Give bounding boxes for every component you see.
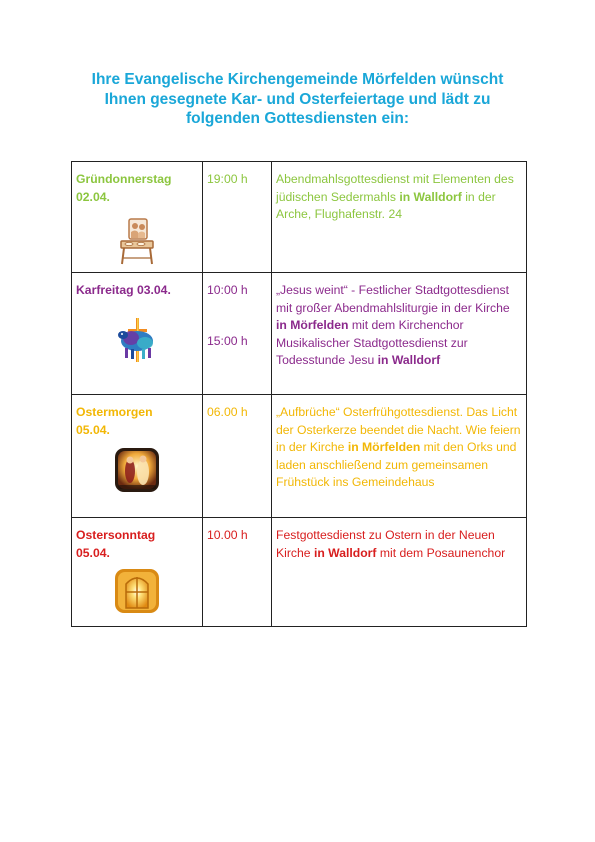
description-text-end: mit dem Posaunenchor [376, 545, 506, 560]
time-label: 10:00 h [207, 283, 248, 297]
time-label: 19:00 h [207, 172, 248, 186]
description-text: „Jesus weint“ - Festlicher Stadtgottesdienst mit großer Abendmahlsliturgie in der Kirche [276, 283, 510, 315]
day-cell [72, 162, 203, 273]
description-location: in Walldorf [313, 545, 377, 560]
description-cell [272, 162, 527, 273]
heading-line-1: Ihre Evangelische Kirchengemeinde Mörfelden wünscht [91, 71, 504, 88]
date-label: 05.04. [76, 545, 110, 560]
date-label: 02.04. [76, 189, 110, 204]
description-location: in Mörfelden [347, 440, 421, 454]
time-cell [203, 395, 272, 518]
day-label: Gründonnerstag [76, 172, 172, 186]
heading-line-3: folgenden Gottesdiensten ein: [185, 110, 410, 127]
page-heading [40, 70, 555, 129]
table-row-gruendonnerstag [72, 162, 527, 273]
description-text: Festgottesdienst zu Ostern in der Neuen Kirche [276, 528, 495, 560]
day-cell [72, 273, 203, 395]
time-label: 10.00 h [207, 528, 248, 542]
description-text-mid: mit dem Kirchenchor Musikalischer Stadtgottesdienst zur Todesstunde Jesu [276, 318, 468, 367]
day-label: Ostermorgen [76, 405, 153, 419]
time-cell [203, 273, 272, 395]
description-location: in Walldorf [377, 353, 441, 367]
services-table [71, 161, 527, 627]
table-row-ostersonntag [72, 518, 527, 627]
day-cell [72, 395, 203, 518]
last-supper-icon [76, 216, 198, 266]
lamb-cross-icon [76, 316, 198, 364]
time-label: 15:00 h [207, 333, 248, 348]
description-location: in Walldorf [399, 189, 462, 204]
description-text-end: in der Arche, Flughafenstr. 24 [276, 189, 496, 221]
description-cell [272, 518, 527, 627]
description-text-end: mit den Orks und laden anschließend zum gemeinsamen Frühstück ins Gemeindehaus [276, 440, 517, 489]
description-text: Abendmahlsgottesdienst mit Elementen des jüdischen Sedermahls [276, 172, 514, 204]
day-label: Ostersonntag [76, 528, 156, 542]
heading-line-2: Ihnen gesegnete Kar- und Osterfeiertage und lädt zu [104, 90, 491, 108]
description-cell [272, 395, 527, 518]
time-label: 06.00 h [207, 405, 248, 419]
description-cell [272, 273, 527, 395]
day-cell [72, 518, 203, 627]
description-location: in Mörfelden [276, 318, 349, 332]
day-label: Karfreitag 03.04. [76, 283, 171, 297]
resurrection-icon [76, 447, 198, 493]
date-label: 05.04. [76, 422, 110, 437]
time-cell [203, 162, 272, 273]
table-row-ostermorgen [72, 395, 527, 518]
time-cell [203, 518, 272, 627]
description-text: „Aufbrüche“ Osterfrühgottesdienst. Das Licht der Osterkerze beendet die Nacht. Wie feiern in der Kirche [276, 405, 521, 454]
table-row-karfreitag [72, 273, 527, 395]
church-window-icon [76, 568, 198, 614]
